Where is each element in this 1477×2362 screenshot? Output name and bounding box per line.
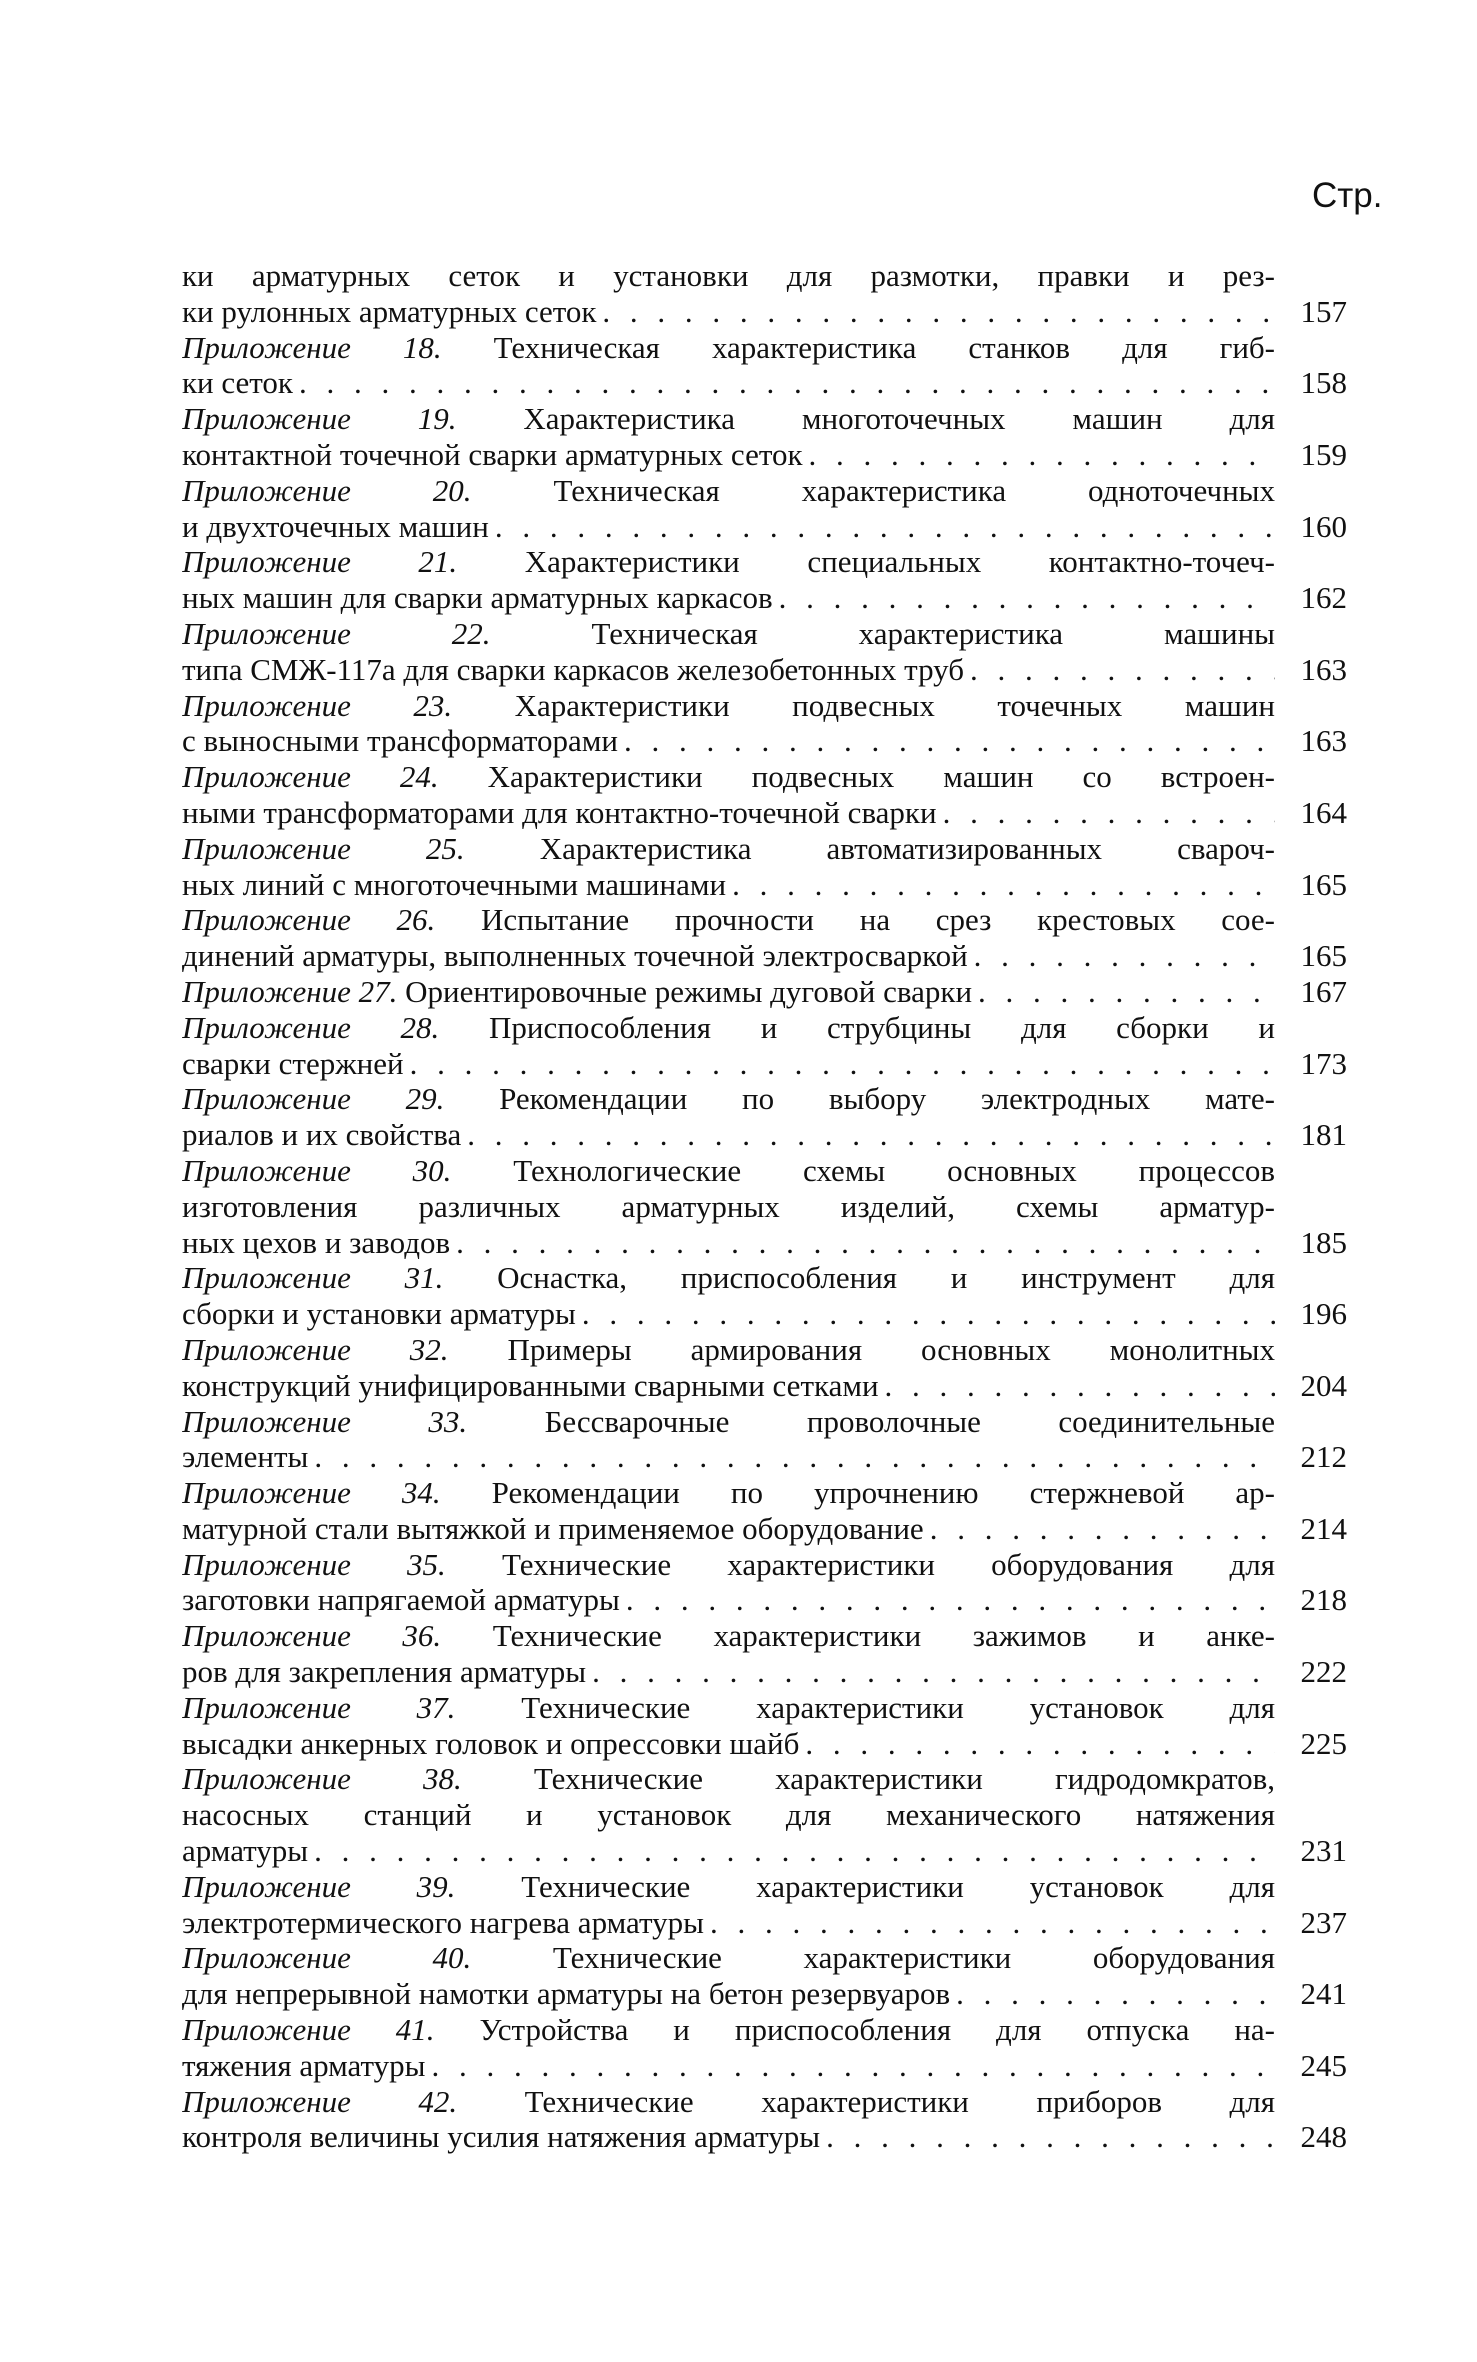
page-number: 160 bbox=[1300, 508, 1347, 544]
entry-title-end: ных машин для сварки арматурных каркасов bbox=[182, 580, 773, 616]
dot-leader bbox=[803, 437, 1275, 473]
toc-entry-last-line bbox=[182, 365, 1347, 401]
toc-entry-first-line bbox=[182, 1260, 1347, 1296]
dot-leader bbox=[968, 938, 1275, 974]
entry-title-start: Приспособления и струбцины для сборки и bbox=[489, 1009, 1275, 1045]
toc-entry-first-line bbox=[182, 1618, 1347, 1654]
toc-entry-middle-line bbox=[182, 1797, 1347, 1833]
toc-entry bbox=[182, 1404, 1347, 1476]
table-of-contents bbox=[182, 258, 1347, 2155]
page-number: 165 bbox=[1300, 938, 1347, 974]
page-number: 159 bbox=[1300, 436, 1347, 472]
toc-entry bbox=[182, 1869, 1347, 1941]
toc-entry-first-line bbox=[182, 401, 1347, 437]
toc-entry bbox=[182, 1618, 1347, 1690]
entry-title-end: ров для закрепления арматуры bbox=[182, 1654, 587, 1690]
page-number: 222 bbox=[1300, 1654, 1347, 1690]
appendix-label: Приложение 24. bbox=[182, 759, 439, 795]
toc-entry bbox=[182, 544, 1347, 616]
toc-entry-first-line bbox=[182, 1761, 1347, 1797]
toc-entry-last-line bbox=[182, 1654, 1347, 1690]
entry-title-start: Устройства и приспособления для отпуска на- bbox=[479, 2012, 1275, 2048]
page-number: 212 bbox=[1300, 1439, 1347, 1475]
toc-entry-first-line bbox=[182, 1547, 1347, 1583]
toc-entry-last-line bbox=[182, 938, 1347, 974]
page-number: 204 bbox=[1300, 1367, 1347, 1403]
toc-entry bbox=[182, 1332, 1347, 1404]
entry-title-start: Технические характеристики оборудования для bbox=[502, 1546, 1275, 1582]
entry-title-end: для непрерывной намотки арматуры на бетон резервуаров bbox=[182, 1976, 951, 2012]
toc-entry-first-line bbox=[182, 1404, 1347, 1440]
toc-entry-last-line bbox=[182, 1905, 1347, 1941]
page-number: 181 bbox=[1300, 1117, 1347, 1153]
entry-title-end: ных линий с многоточечными машинами bbox=[182, 866, 727, 902]
page-number: 214 bbox=[1300, 1510, 1347, 1546]
toc-entry-last-line bbox=[182, 2119, 1347, 2155]
page-number: 163 bbox=[1300, 723, 1347, 759]
entry-title-start: Примеры армирования основных монолитных bbox=[507, 1331, 1275, 1367]
entry-title-end: Ориентировочные режимы дуговой сварки bbox=[405, 973, 973, 1009]
appendix-label: Приложение 33. bbox=[182, 1403, 468, 1439]
appendix-label: Приложение 28. bbox=[182, 1009, 440, 1045]
toc-entry bbox=[182, 473, 1347, 545]
toc-entry-first-line bbox=[182, 2084, 1347, 2120]
dot-leader bbox=[461, 1117, 1275, 1153]
entry-title-end: электротермического нагрева арматуры bbox=[182, 1904, 704, 1940]
entry-title-start: Технические характеристики гидродомкратов, bbox=[533, 1761, 1275, 1797]
toc-entry-middle-line bbox=[182, 1189, 1347, 1225]
dot-leader bbox=[950, 1976, 1275, 2012]
entry-title-start: Технические характеристики установок для bbox=[521, 1689, 1275, 1725]
toc-entry bbox=[182, 1475, 1347, 1547]
entry-title-start: Рекомендации по упрочнению стержневой ар- bbox=[491, 1475, 1276, 1511]
toc-entry bbox=[182, 2012, 1347, 2084]
toc-entry-last-line bbox=[182, 1046, 1347, 1082]
toc-entry bbox=[182, 1260, 1347, 1332]
toc-entry bbox=[182, 2084, 1347, 2156]
entry-title-start: Характеристики специальных контактно-точеч- bbox=[524, 544, 1275, 580]
dot-leader bbox=[576, 1296, 1275, 1332]
entry-title-start: ки арматурных сеток и установки для размотки, правки и рез- bbox=[182, 258, 1275, 293]
toc-entry-last-line bbox=[182, 1726, 1347, 1762]
toc-entry-last-line bbox=[182, 1439, 1347, 1475]
toc-entry-last-line bbox=[182, 1833, 1347, 1869]
appendix-label: Приложение 18. bbox=[182, 329, 442, 365]
entry-title-end: контактной точечной сварки арматурных сеток bbox=[182, 436, 803, 472]
toc-entry bbox=[182, 401, 1347, 473]
dot-leader bbox=[773, 580, 1275, 616]
toc-entry bbox=[182, 1761, 1347, 1868]
appendix-label: Приложение 30. bbox=[182, 1152, 452, 1188]
page-number: 218 bbox=[1300, 1582, 1347, 1618]
toc-entry-first-line bbox=[182, 1475, 1347, 1511]
entry-title-end: сварки стержней bbox=[182, 1045, 404, 1081]
entry-title-start: Техническая характеристика станков для гиб- bbox=[493, 329, 1276, 365]
toc-entry-first-line bbox=[182, 902, 1347, 938]
toc-entry-first-line bbox=[182, 688, 1347, 724]
page-number: 158 bbox=[1300, 365, 1347, 401]
toc-entry-first-line bbox=[182, 544, 1347, 580]
appendix-label: Приложение 37. bbox=[182, 1689, 456, 1725]
dot-leader bbox=[799, 1726, 1275, 1762]
dot-leader bbox=[596, 294, 1275, 330]
dot-leader bbox=[308, 1833, 1275, 1869]
toc-entry bbox=[182, 616, 1347, 688]
dot-leader bbox=[620, 1582, 1275, 1618]
page-number: 162 bbox=[1300, 580, 1347, 616]
appendix-label: Приложение 34. bbox=[182, 1475, 441, 1511]
page-number: 231 bbox=[1300, 1833, 1347, 1869]
entry-title-end: и двухточечных машин bbox=[182, 508, 489, 544]
appendix-label: Приложение 21. bbox=[182, 544, 458, 580]
toc-entry-first-line bbox=[182, 1010, 1347, 1046]
toc-entry bbox=[182, 330, 1347, 402]
appendix-label: Приложение 31. bbox=[182, 1260, 444, 1296]
toc-entry-last-line bbox=[182, 723, 1347, 759]
page-number: 196 bbox=[1300, 1296, 1347, 1332]
toc-entry bbox=[182, 258, 1347, 330]
toc-entry bbox=[182, 902, 1347, 974]
toc-entry-first-line bbox=[182, 1153, 1347, 1189]
dot-leader bbox=[293, 365, 1275, 401]
entry-title-end: контроля величины усилия натяжения арматуры bbox=[182, 2119, 821, 2155]
entry-title-start: Технологические схемы основных процессов bbox=[513, 1152, 1275, 1188]
entry-title-start: Техническая характеристика машины bbox=[591, 615, 1275, 651]
toc-entry-last-line bbox=[182, 1511, 1347, 1547]
entry-title-end: тяжения арматуры bbox=[182, 2047, 426, 2083]
appendix-label: Приложение 42. bbox=[182, 2083, 458, 2119]
appendix-label: Приложение 32. bbox=[182, 1331, 449, 1367]
toc-entry-first-line bbox=[182, 2012, 1347, 2048]
page-column-header: Стр. bbox=[1312, 176, 1383, 215]
toc-entry bbox=[182, 759, 1347, 831]
page-number: 173 bbox=[1300, 1045, 1347, 1081]
toc-entry-first-line bbox=[182, 1869, 1347, 1905]
entry-title-start: Технические характеристики установок для bbox=[521, 1868, 1275, 1904]
dot-leader bbox=[618, 723, 1275, 759]
toc-entry-first-line bbox=[182, 831, 1347, 867]
page-number: 165 bbox=[1300, 866, 1347, 902]
toc-entry-last-line bbox=[182, 1117, 1347, 1153]
toc-entry-last-line bbox=[182, 294, 1347, 330]
dot-leader bbox=[425, 2048, 1275, 2084]
toc-entry-last-line bbox=[182, 974, 1347, 1010]
entry-title-end: динений арматуры, выполненных точечной электросваркой bbox=[182, 938, 968, 974]
appendix-label: Приложение 40. bbox=[182, 1940, 472, 1976]
entry-title-start: Технические характеристики приборов для bbox=[524, 2083, 1276, 2119]
page-number: 157 bbox=[1300, 293, 1347, 329]
toc-entry-last-line bbox=[182, 795, 1347, 831]
toc-entry-first-line bbox=[182, 616, 1347, 652]
page-number: 225 bbox=[1300, 1725, 1347, 1761]
toc-entry-first-line bbox=[182, 1940, 1347, 1976]
entry-title-end: арматуры bbox=[182, 1833, 309, 1869]
page-number: 164 bbox=[1300, 794, 1347, 830]
toc-entry-last-line bbox=[182, 580, 1347, 616]
entry-title-end: заготовки напрягаемой арматуры bbox=[182, 1582, 620, 1618]
page-number: 241 bbox=[1300, 1976, 1347, 2012]
toc-entry-last-line bbox=[182, 1582, 1347, 1618]
dot-leader bbox=[937, 795, 1275, 831]
toc-entry-last-line bbox=[182, 1225, 1347, 1261]
appendix-label: Приложение 25. bbox=[182, 830, 465, 866]
dot-leader bbox=[308, 1439, 1275, 1475]
entry-title-middle: насосных станций и установок для механического натяжения bbox=[182, 1797, 1275, 1833]
entry-title-start: Характеристики подвесных точечных машин bbox=[514, 687, 1276, 723]
dot-leader bbox=[924, 1511, 1275, 1547]
page-number: 185 bbox=[1300, 1224, 1347, 1260]
entry-title-start: Технические характеристики зажимов и анке- bbox=[492, 1618, 1275, 1654]
entry-title-end: конструкций унифицированными сварными сетками bbox=[182, 1367, 879, 1403]
page-number: 167 bbox=[1300, 973, 1347, 1009]
appendix-label: Приложение 35. bbox=[182, 1546, 446, 1582]
appendix-label: Приложение 39. bbox=[182, 1868, 456, 1904]
toc-entry-first-line bbox=[182, 1690, 1347, 1726]
toc-entry-first-line bbox=[182, 1332, 1347, 1368]
toc-entry bbox=[182, 1081, 1347, 1153]
entry-title-end: ных цехов и заводов bbox=[182, 1224, 451, 1260]
toc-entry-last-line bbox=[182, 2048, 1347, 2084]
entry-title-start: Бессварочные проволочные соединительные bbox=[544, 1403, 1275, 1439]
toc-entry-first-line bbox=[182, 473, 1347, 509]
entry-title-end: ки сеток bbox=[182, 365, 293, 401]
toc-entry bbox=[182, 1940, 1347, 2012]
toc-entry bbox=[182, 1547, 1347, 1619]
entry-title-end: риалов и их свойства bbox=[182, 1117, 462, 1153]
entry-title-end: с выносными трансформаторами bbox=[182, 723, 618, 759]
entry-title-end: ки рулонных арматурных сеток bbox=[182, 293, 597, 329]
page-number: 237 bbox=[1300, 1904, 1347, 1940]
page-number: 245 bbox=[1300, 2047, 1347, 2083]
entry-title-start: Техническая характеристика одноточечных bbox=[553, 472, 1276, 508]
entry-title-middle: изготовления различных арматурных изделий, схемы арматур- bbox=[182, 1188, 1275, 1224]
dot-leader bbox=[704, 1905, 1275, 1941]
entry-title-end: матурной стали вытяжкой и применяемое оборудование bbox=[182, 1510, 924, 1546]
toc-entry bbox=[182, 831, 1347, 903]
toc-entry bbox=[182, 688, 1347, 760]
dot-leader bbox=[489, 509, 1275, 545]
toc-entry-last-line bbox=[182, 1976, 1347, 2012]
toc-entry-first-line bbox=[182, 1081, 1347, 1117]
toc-entry bbox=[182, 1153, 1347, 1260]
dot-leader bbox=[972, 974, 1275, 1010]
toc-entry-last-line bbox=[182, 867, 1347, 903]
entry-title-start: Характеристика многоточечных машин для bbox=[523, 401, 1275, 437]
toc-entry-last-line bbox=[182, 437, 1347, 473]
appendix-label: Приложение 29. bbox=[182, 1081, 445, 1117]
dot-leader bbox=[450, 1225, 1275, 1261]
toc-entry bbox=[182, 1690, 1347, 1762]
entry-title-start: Характеристика автоматизированных свароч- bbox=[539, 830, 1275, 866]
entry-title-end: ными трансформаторами для контактно-точечной сварки bbox=[182, 794, 937, 830]
appendix-label: Приложение 36. bbox=[182, 1618, 442, 1654]
appendix-label: Приложение 22. bbox=[182, 615, 491, 651]
entry-title-end: типа СМЖ-117а для сварки каркасов железобетонных труб bbox=[182, 651, 965, 687]
appendix-label: Приложение 38. bbox=[182, 1761, 462, 1797]
toc-entry-last-line bbox=[182, 509, 1347, 545]
toc-entry bbox=[182, 974, 1347, 1010]
entry-title-end: сборки и установки арматуры bbox=[182, 1296, 576, 1332]
appendix-label: Приложение 20. bbox=[182, 472, 472, 508]
dot-leader bbox=[964, 652, 1275, 688]
toc-entry-first-line bbox=[182, 759, 1347, 795]
toc-entry-first-line bbox=[182, 330, 1347, 366]
entry-title-start: Характеристики подвесных машин со встроен- bbox=[487, 759, 1275, 795]
dot-leader bbox=[820, 2119, 1275, 2155]
dot-leader bbox=[404, 1046, 1275, 1082]
toc-entry-last-line bbox=[182, 652, 1347, 688]
appendix-label: Приложение 23. bbox=[182, 687, 453, 723]
dot-leader bbox=[726, 867, 1275, 903]
entry-title-start: Оснастка, приспособления и инструмент для bbox=[497, 1260, 1275, 1296]
entry-title-start: Испытание прочности на срез крестовых сое- bbox=[481, 902, 1275, 938]
toc-entry-last-line bbox=[182, 1296, 1347, 1332]
page-number: 163 bbox=[1300, 651, 1347, 687]
toc-entry-first-line bbox=[182, 258, 1347, 294]
dot-leader bbox=[586, 1654, 1275, 1690]
entry-title-start: Рекомендации по выбору электродных мате- bbox=[499, 1081, 1275, 1117]
toc-entry bbox=[182, 1010, 1347, 1082]
entry-title-end: элементы bbox=[182, 1439, 309, 1475]
dot-leader bbox=[879, 1368, 1275, 1404]
appendix-label: Приложение 26. bbox=[182, 902, 436, 938]
page-number: 248 bbox=[1300, 2119, 1347, 2155]
entry-title-end: высадки анкерных головок и опрессовки шайб bbox=[182, 1725, 800, 1761]
entry-title-start: Технические характеристики оборудования bbox=[552, 1940, 1275, 1976]
appendix-label: Приложение 41. bbox=[182, 2012, 435, 2048]
toc-entry-last-line bbox=[182, 1368, 1347, 1404]
appendix-label: Приложение 19. bbox=[182, 401, 457, 437]
appendix-label: Приложение 27. bbox=[182, 973, 398, 1009]
